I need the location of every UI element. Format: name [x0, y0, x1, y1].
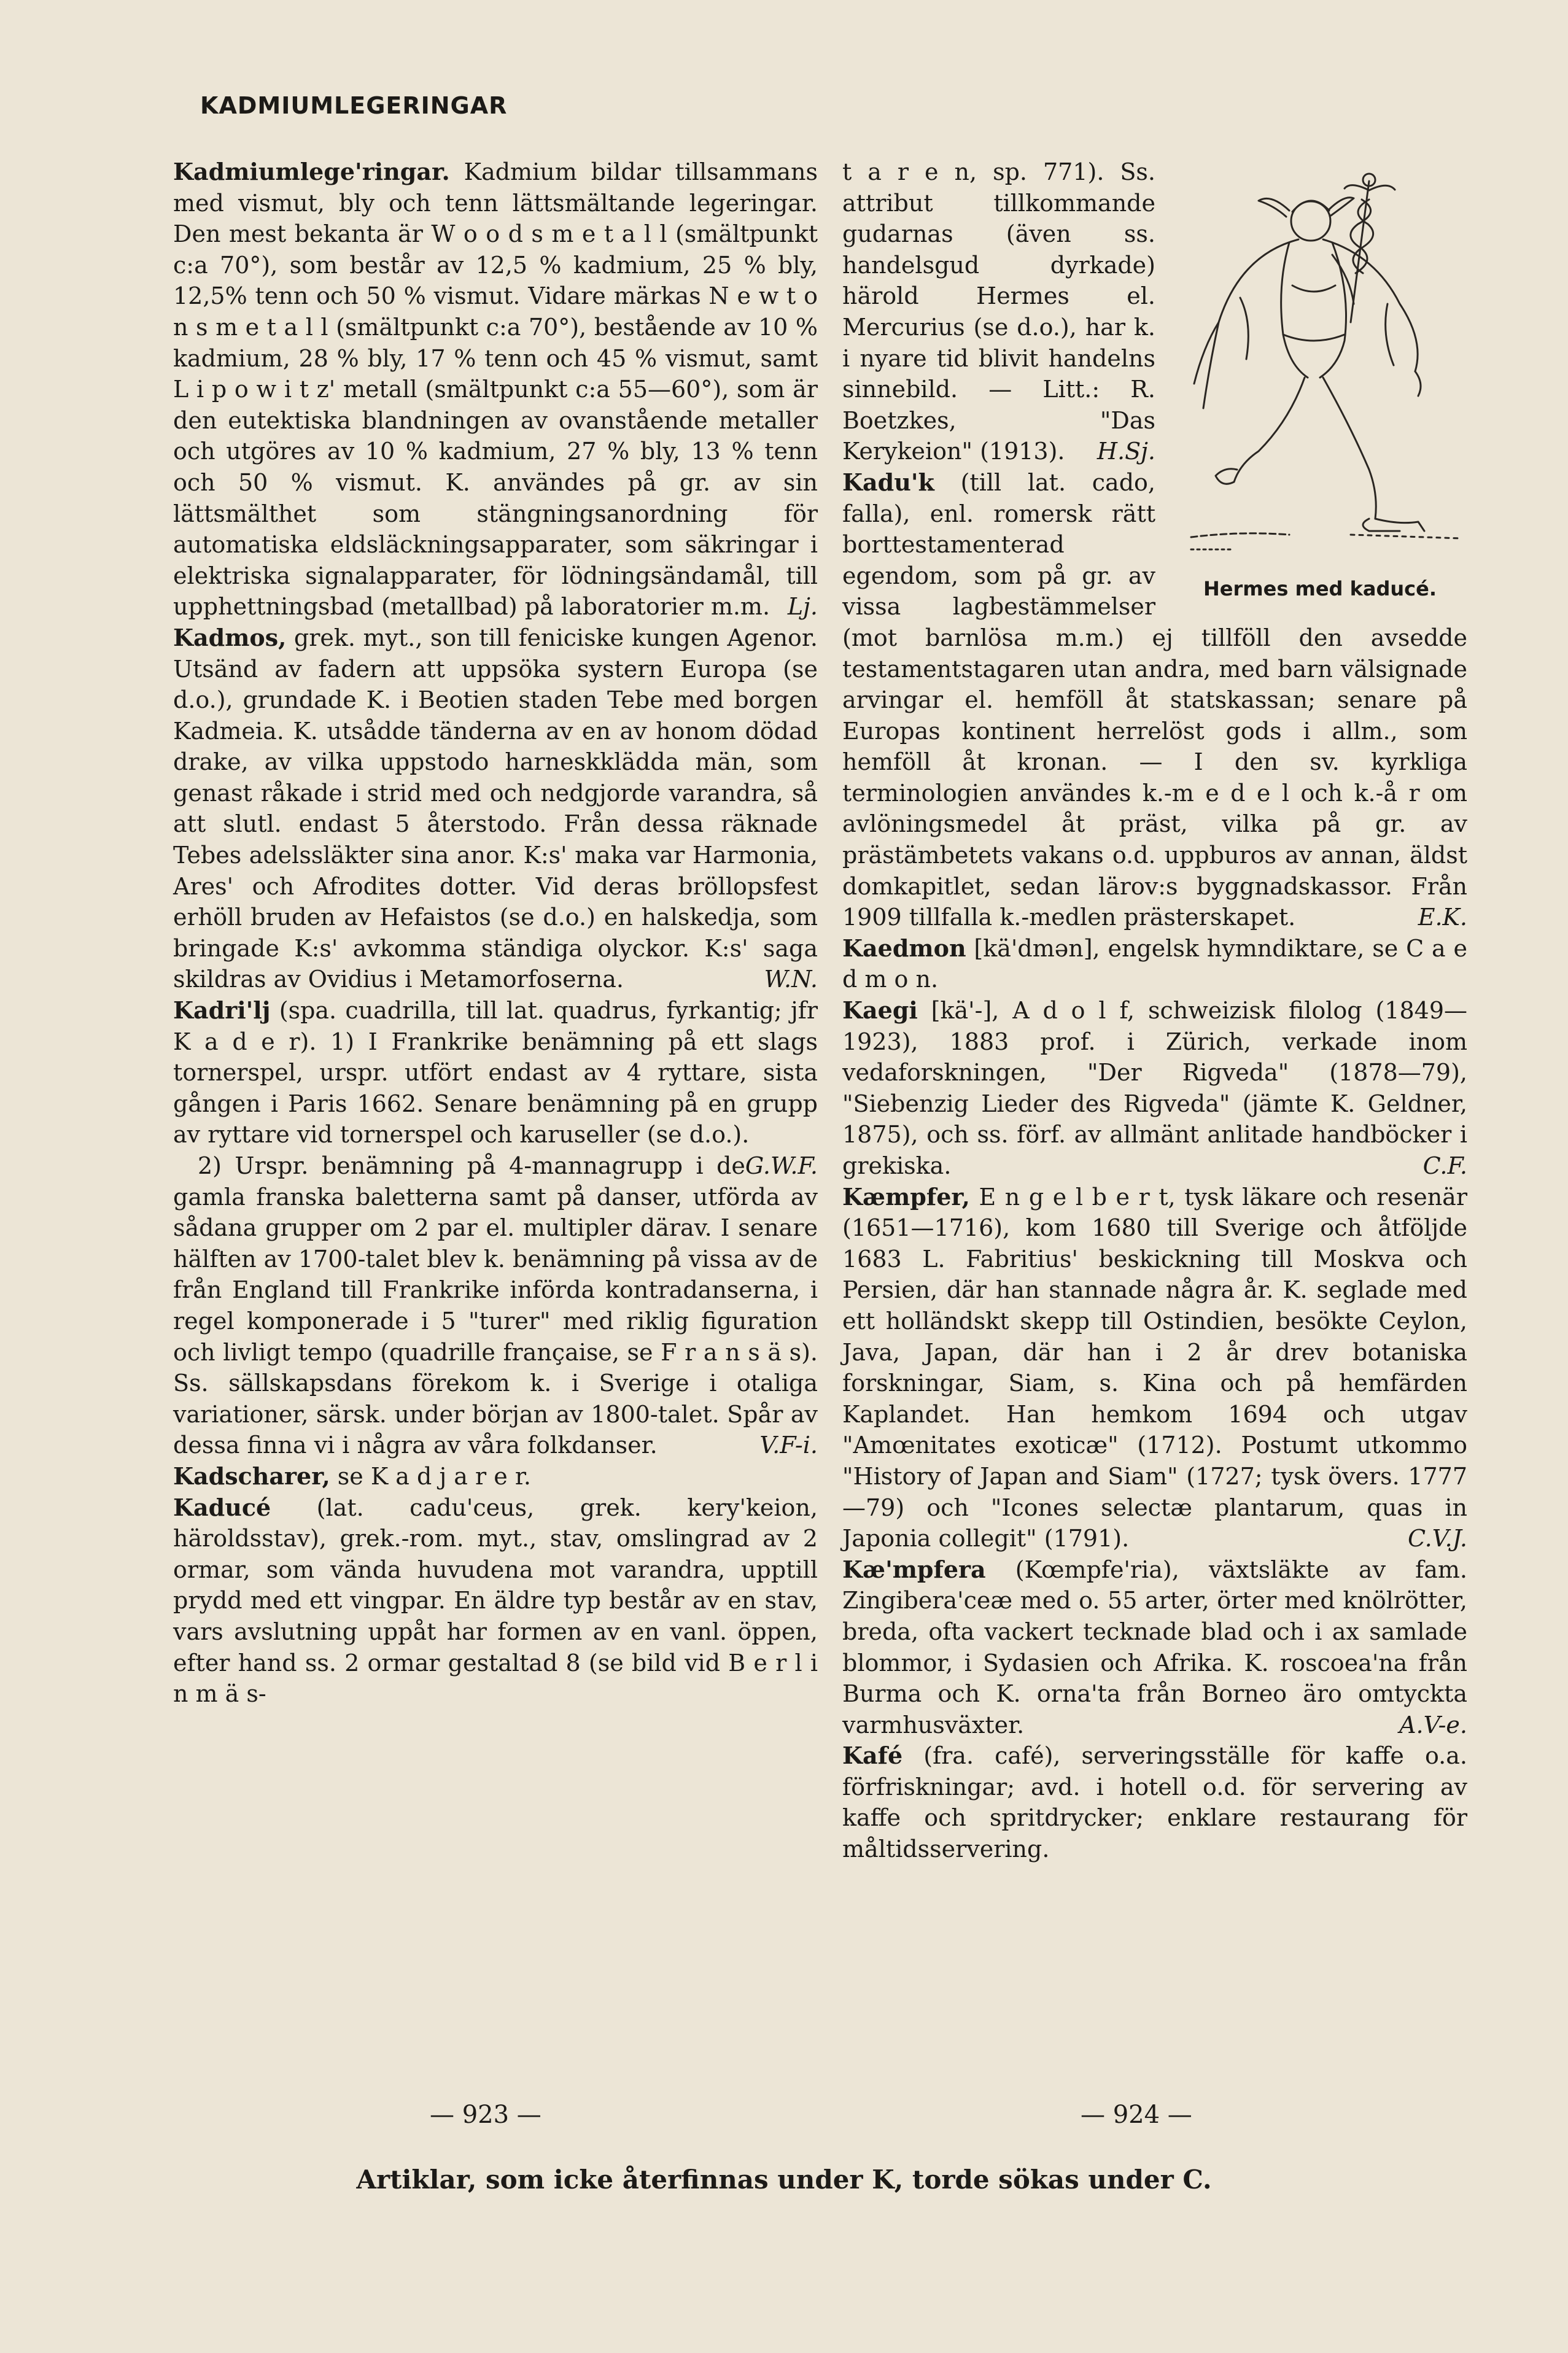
- article-kaempfer: [842, 1182, 1467, 1554]
- article-text: Kadmium bildar tillsammans med vismut, bly och tenn lättsmältande legeringar. Den mest bekanta är W o o d s m e t a l l (smältpunkt c:a 70°), som består av 12,5 % kadmium, 25 % bly, 12,5% tenn och 50 % vismut. Vidare märkas N e w t o n s m e t a l l (smältpunkt c:a 70°), bestående av 10 % kadmium, 28 % bly, 17 % tenn och 45 % vismut, samt L i p o w i t z' metall (smältpunkt c:a 55—60°), som är den eutektiska blandningen av ovanstående metaller och utgöres av 10 % kadmium, 27 % bly, 13 % tenn och 50 % vismut. K. användes på gr. av sin lättsmälthet som stängningsanordning för automatiska eldsläckningsapparater, som säkringar i elektriska signalapparater, för lödningsändamål, till upphettningsbad (metallbad) på laboratorier m.m.: [173, 158, 818, 621]
- article-text: (spa. cuadrilla, till lat. quadrus, fyrkantig; jfr K a d e r). 1) I Frankrike benämning på ett slags tornerspel, urspr. utfört endast av 4 ryttare, sista gången i Paris 1662. Senare benämning på en grupp av ryttare vid tornerspel och karuseller (se d.o.).: [173, 997, 818, 1149]
- signature: E.K.: [1418, 904, 1467, 931]
- article-text: E n g e l b e r t, tysk läkare och resenär (1651—1716), kom 1680 till Sverige och åtföljde 1683 L. Fabritius' beskickning till Moskva och Persien, där han stannade några år. K. seglade med ett holländskt skepp till Ostindien, besökte Ceylon, Java, Japan, där han i 2 år drev botaniska forskningar, Siam, s. Kina och på hemfärden Kaplandet. Han hemkom 1694 och utgav "Amœnitates exoticæ" (1712). Postumt utkommo "History of Japan and Siam" (1727; tysk övers. 1777—79) och "Icones selectæ plantarum, quas in Japonia collegit" (1791).: [842, 1183, 1467, 1553]
- headword: Kadmiumlege'ringar.: [173, 158, 450, 185]
- article-text: [kä'-], A d o l f, schweizisk filolog (1849—1923), 1883 prof. i Zürich, verkade inom vedaforskningen, "Der Rigveda" (1878—79), "Siebenzig Lieder des Rigveda" (jämte K. Geldner, 1875), och ss. förf. av allmänt anlitade handböcker i grekiska.: [842, 997, 1467, 1179]
- article-text: [kä'dmən], engelsk hymndiktare, se C a e d m o n.: [842, 934, 1467, 993]
- signature: A.V-e.: [1399, 1711, 1467, 1739]
- signature: V.F-i.: [759, 1432, 818, 1459]
- running-head: KADMIUMLEGERINGAR: [200, 92, 508, 119]
- figure-caption: Hermes med kaducé.: [1203, 577, 1437, 601]
- article-kadscharer: [173, 1461, 818, 1492]
- signature: H.Sj.: [1096, 438, 1155, 465]
- headword: Kadri'lj: [173, 996, 271, 1025]
- headword: Kadu'k: [842, 468, 934, 496]
- article-kaegi: [842, 995, 1467, 1182]
- headword: Kaedmon: [842, 934, 966, 962]
- article-kadrilj: [173, 995, 818, 1179]
- page-number-left: — 923 —: [430, 2101, 541, 2129]
- article-text: (Kœmpfe'ria), växtsläkte av fam. Zingibera'ceæ med o. 55 arter, örter med knölrötter, breda, ofta vackert tecknade blad och i ax samlade blommor, i Sydasien och Afrika. K. roscoea'na från Burma och K. orna'ta från Borneo äro omtyckta varmhusväxter.: [842, 1556, 1467, 1739]
- left-column: [173, 157, 818, 1710]
- headword: Kæmpfer,: [842, 1182, 970, 1211]
- article-text: (lat. cadu'ceus, grek. kery'keion, häroldsstav), grek.-rom. myt., stav, omslingrad av 2 ormar, som vända huvudena mot varandra, upptill prydd med ett vingpar. En äldre typ består av en stav, vars avslutning uppåt har formen av en vanl. öppen, efter hand ss. 2 ormar gestaltad 8 (se bild vid B e r l i n m ä s-: [173, 1494, 818, 1708]
- article-kaedmon: [842, 933, 1467, 995]
- article-text: t a r e n, sp. 771). Ss. attribut tillkommande gudarnas (även ss. handelsgud dyrkade) härold Hermes el. Mercurius (se d.o.), har k. i nyare tid blivit handelns sinnebild. — Litt.: R. Boetzkes, "Das Kerykeion" (1913).: [842, 158, 1155, 465]
- article-text: 2) Urspr. benämning på 4-mannagrupp i de gamla franska baletterna samt på danser, utförda av sådana grupper om 2 par el. multipler därav. I senare hälften av 1700-talet blev k. benämning på vissa av de från England till Frankrike införda kontradanserna, i regel komponerade i 5 "turer" med riklig figuration och livligt tempo (quadrille française, se F r a n s ä s). Ss. sällskapsdans förekom k. i Sverige i otaliga variationer, särsk. under början av 1800-talet. Spår av dessa finna vi i några av våra folkdanser.: [173, 1152, 818, 1459]
- right-column: [842, 157, 1467, 1865]
- article-text: se K a d j a r e r.: [330, 1462, 531, 1490]
- headword: Kaegi: [842, 996, 918, 1025]
- signature: G.W.F.: [745, 1152, 818, 1179]
- page-number-right: — 924 —: [1081, 2101, 1192, 2129]
- headword: Kaducé: [173, 1493, 271, 1521]
- headword: Kadscharer,: [173, 1462, 330, 1490]
- signature: W.N.: [764, 966, 818, 993]
- signature: Lj.: [787, 593, 818, 621]
- article-kadmos: [173, 622, 818, 995]
- headword: Kafé: [842, 1742, 903, 1770]
- article-kaempfera: [842, 1554, 1467, 1741]
- headword: Kadmos,: [173, 623, 287, 651]
- article-kadrilj-2: [173, 1150, 818, 1461]
- article-text: (till lat. cado, falla), enl. romersk rätt borttestamenterad egendom, som på gr. av vissa lagbestämmelser (mot barnlösa m.m.) ej tillföll den avsedde testamentstagaren utan andra, med barn välsignade arvingar el. hemföll åt statskassan; senare på Europas kontinent herrelöst gods i allm., som hemföll åt kronan. — I den sv. kyrkliga terminologien användes k.-m e d e l och k.-å r om avlöningsmedel åt präst, vilka på gr. av prästämbetets vakans o.d. uppburos av annan, äldst domkapitlet, sedan lärov:s byggnadskassor. Från 1909 tillfalla k.-medlen prästerskapet.: [842, 468, 1467, 931]
- article-kaduce: [173, 1492, 818, 1710]
- signature: C.V.J.: [1407, 1525, 1467, 1553]
- article-text: grek. myt., son till feniciske kungen Agenor. Utsänd av fadern att uppsöka systern Europa (se d.o.), grundade K. i Beotien staden Tebe med borgen Kadmeia. K. utsådde tänderna av en av honom dödad drake, av vilka uppstodo harneskklädda män, som genast råkade i strid med och nedgjorde varandra, så att slutl. endast 5 återstodo. Från dessa räknade Tebes adelssläkter sina anor. K:s' maka var Harmonia, Ares' och Afrodites dotter. Vid deras bröllopsfest erhöll bruden av Hefaistos (se d.o.) en halskedja, som bringade K:s' avkomma ständiga olyckor. K:s' saga skildras av Ovidius i Metamorfoserna.: [173, 624, 818, 993]
- hermes-illustration-icon: [1166, 163, 1473, 562]
- article-kafe: [842, 1740, 1467, 1864]
- signature: C.F.: [1422, 1152, 1467, 1179]
- footer-note: Artiklar, som icke återfinnas under K, torde sökas under C.: [356, 2165, 1212, 2195]
- article-kadmiumlegeringar: [173, 157, 818, 622]
- headword: Kæ'mpfera: [842, 1555, 986, 1583]
- article-text: (fra. café), serveringsställe för kaffe o.a. förfriskningar; avd. i hotell o.d. för servering av kaffe och spritdrycker; enklare restaurang för måltidsservering.: [842, 1742, 1467, 1863]
- hermes-figure: [1166, 163, 1473, 605]
